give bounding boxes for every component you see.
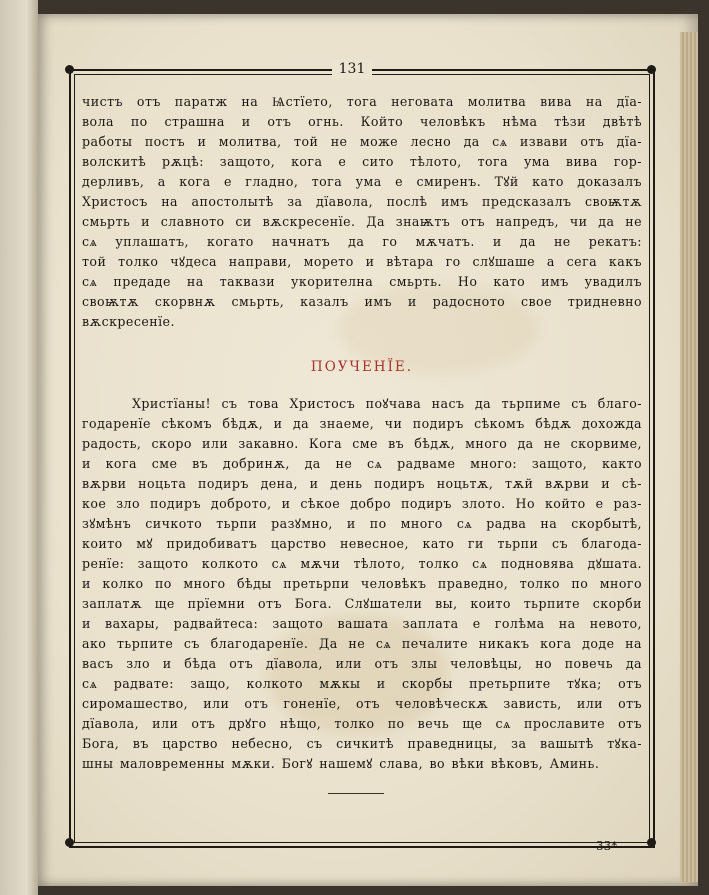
text-line: шны маловременны мѫки. Богꙋ нашемꙋ слава, во вѣки вѣковъ, Аминь. bbox=[82, 756, 600, 771]
text-line: заплатѫ ще прїемни отъ Бога. Слꙋшатели вы, които тьрпите скорби bbox=[82, 596, 642, 611]
text-line: чистъ отъ паратж на Ѩстїето, тога неговата молитва вива на дїа- bbox=[82, 94, 642, 109]
text-line: той толко чꙋдеса направи, морето и вѣтара го слꙋшаше а сега какъ bbox=[82, 254, 642, 269]
text-line: вѫрви ноцьта подиръ дена, и день подиръ ноцьтѫ, тѫй вѫрви и сѣ- bbox=[82, 476, 642, 491]
text-line: работы постъ и молитва, той не може лесно да сѧ извави отъ дїа- bbox=[82, 134, 642, 149]
text-line: ако тьрпите съ благодаренїе. Да не сѧ печалите никакъ кога доде на bbox=[82, 636, 642, 651]
text-line: сѧ радвате: защо, колкото мѫкы и скорбы претьрпите тꙋка; отъ bbox=[82, 676, 642, 691]
text-line: и кога сме въ добринѫ, да не сѧ радваме много: защото, както bbox=[82, 456, 642, 471]
text-line: вѫскресенїе. bbox=[82, 314, 175, 329]
text-line: и вахары, радвайтеса: защото вашата заплата е голѣма на невото, bbox=[82, 616, 642, 631]
body-text-top bbox=[82, 92, 642, 332]
frame-corner-ornament bbox=[647, 65, 656, 74]
text-line: дїавола, или отъ дрꙋго нѣщо, толко по вечь ще сѧ прославите отъ bbox=[82, 716, 642, 731]
frame-corner-ornament bbox=[647, 838, 656, 847]
page-edge-stack bbox=[680, 32, 698, 882]
text-line: волскитѣ рѫцѣ: защото, кога е сито тѣлото, тога ума вива гор- bbox=[82, 154, 642, 169]
text-line: сѧ предаде на таквази укорителна смьрть. Но като имъ увадилъ bbox=[82, 274, 642, 289]
text-line: своѭтѫ скорвнѫ смьрть, казалъ имъ и радосното свое тридневно bbox=[82, 294, 642, 309]
page-number: 131 bbox=[332, 59, 372, 79]
text-line: ренїе: защото колкото сѧ мѫчи тѣлото, толко сѧ подновява дꙋшата. bbox=[82, 556, 642, 571]
frame-corner-ornament bbox=[65, 838, 74, 847]
facing-page-edge bbox=[0, 0, 38, 895]
text-line: вола по страшна и отъ огнь. Който человѣкъ нѣма тѣзи двѣтѣ bbox=[82, 114, 642, 129]
text-line: смьрть и славното си вѫскресенїе. Да знаѭтъ отъ напредъ, чи да не bbox=[82, 214, 642, 229]
frame-corner-ornament bbox=[65, 65, 74, 74]
body-text-bottom bbox=[82, 394, 642, 774]
section-heading: ПОУЧЕНЇЕ. bbox=[310, 359, 414, 375]
closing-rule bbox=[328, 793, 384, 794]
text-line: които мꙋ придобиватъ царство невесное, като ги тьрпи съ благода- bbox=[82, 536, 642, 551]
text-line: Христосъ на апостолытѣ за дїавола, послѣ имъ предсказалъ своѭтѫ bbox=[82, 194, 642, 209]
text-line: радость, скоро или закавно. Кога сме въ бѣдѫ, много да не скорвиме, bbox=[82, 436, 642, 451]
text-line: и колко по много бѣды претьрпи человѣкъ праведно, толко по много bbox=[82, 576, 642, 591]
text-line: Бога, въ царство небесно, съ сичкитѣ праведницы, за вашытѣ тꙋка- bbox=[82, 736, 642, 751]
text-line: дерливъ, а кога е гладно, тога ума е смиренъ. Тꙋй като доказалъ bbox=[82, 174, 642, 189]
printer-signature: 33* bbox=[596, 839, 618, 853]
text-line: сиромашество, или отъ гоненїе, отъ человѣческѫ зависть, или отъ bbox=[82, 696, 642, 711]
text-line: кое зло подиръ доброто, и сѣкое добро подиръ злото. Но който е раз- bbox=[82, 496, 642, 511]
text-line: зꙋмѣнъ сичкото тьрпи разꙋмно, и по много сѧ радва на скорбытѣ, bbox=[82, 516, 642, 531]
text-line: Христїаны! съ това Христосъ поꙋчава насъ да тьрпиме съ благо- bbox=[132, 396, 642, 411]
text-line: васъ зло и бѣда отъ дїавола, или отъ злы человѣцы, но повечь да bbox=[82, 656, 642, 671]
book-page bbox=[38, 14, 698, 886]
text-line: годаренїе сѣкомъ бѣдѫ, и да знаеме, чи подиръ сѣкомъ бѣдѫ дохожда bbox=[82, 416, 642, 431]
text-line: сѧ уплашатъ, когато начнатъ да го мѫчатъ. и да не рекатъ: bbox=[82, 234, 642, 249]
